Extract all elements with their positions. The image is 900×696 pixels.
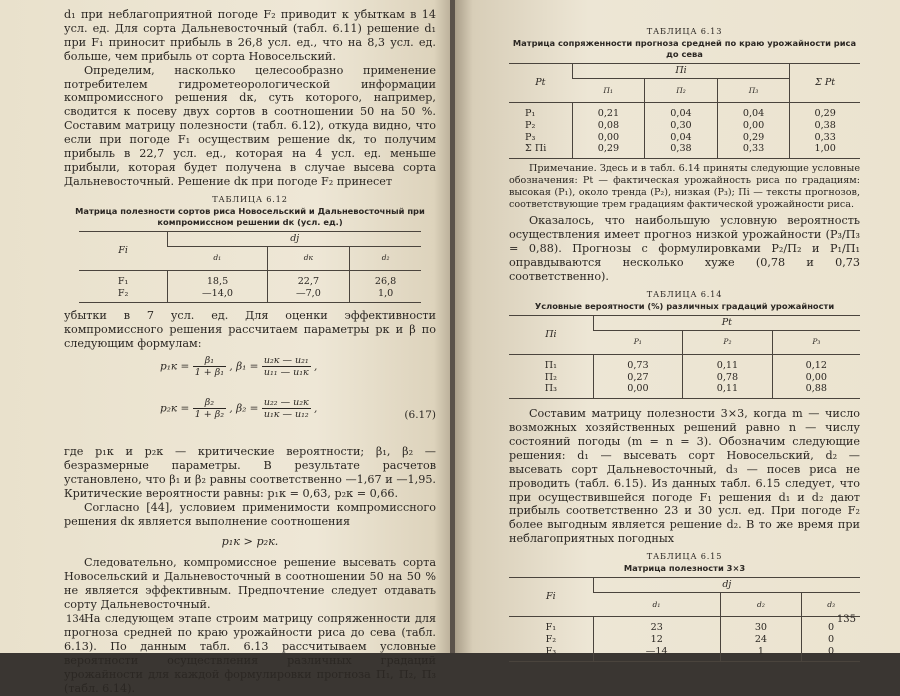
col-header: P₂ xyxy=(683,330,772,354)
table-tag: ТАБЛИЦА 6.12 xyxy=(212,193,288,204)
col-header: d₃ xyxy=(802,593,860,617)
denominator: u₁к — u₁₂ xyxy=(263,409,309,421)
cell: 0,08 xyxy=(572,120,645,132)
col-header: П₂ xyxy=(645,79,718,103)
cell: 0,27 xyxy=(593,372,682,384)
table-6-15 xyxy=(509,577,860,661)
col-header: d₂ xyxy=(720,593,802,617)
numerator: u₂к — u₂₁ xyxy=(263,355,309,367)
row-label: F₁ xyxy=(545,622,557,634)
table-title: Матрица полезности 3×3 xyxy=(623,563,746,574)
cell: 0,88 xyxy=(772,383,860,398)
numerator: u₂₂ — u₂к xyxy=(263,397,309,409)
col-header: d₁ xyxy=(168,246,267,270)
table-tag: ТАБЛИЦА 6.15 xyxy=(646,551,723,562)
table-6-13 xyxy=(509,63,860,159)
formula-part: , xyxy=(314,402,318,415)
row-label: F₂ xyxy=(545,633,557,645)
col-header: d₁ xyxy=(593,593,720,617)
formula-6-17 xyxy=(64,355,436,399)
row-label: F₁ xyxy=(117,275,129,287)
table-title: Условные вероятности (%) различных градаций урожайности xyxy=(534,300,835,311)
row-label: P₁ xyxy=(525,108,536,119)
formula-part: , β₁ = xyxy=(229,360,259,373)
table-note: Примечание. Здесь и в табл. 6.14 приняты следующие условные обозначения: Pt — фактическая урожайность риса по градациям: высокая (P₁), около тренда (P₂), низкая (P₃); Пi — тексты прогнозов, соответствующие трем градациям фактической урожайности риса. xyxy=(509,163,860,211)
row-label: F₃ xyxy=(509,646,593,661)
table-colgroup: Pt xyxy=(593,315,860,330)
cell: 0,00 xyxy=(717,120,790,132)
col-header: П₃ xyxy=(717,79,790,103)
cell: 23 xyxy=(593,617,720,634)
cell: 1,00 xyxy=(790,143,860,158)
table-rowhead: Fi xyxy=(79,231,168,270)
cell: 0,29 xyxy=(717,132,790,144)
formula-part: p₂к = xyxy=(160,402,190,415)
numerator: β₁ xyxy=(193,355,226,367)
cell: 0,00 xyxy=(572,132,645,144)
cell: 0,21 xyxy=(572,103,645,120)
cell: 0,04 xyxy=(717,103,790,120)
equation-number: (6.17) xyxy=(404,409,436,422)
cell: 0 xyxy=(802,634,860,646)
cell: 0,00 xyxy=(593,383,682,398)
cell: 0,11 xyxy=(683,354,772,371)
formula-part: , xyxy=(314,360,318,373)
table-colgroup: Пi xyxy=(572,64,790,79)
table-rowhead: Fi xyxy=(509,578,593,617)
denominator: u₁₁ — u₁к xyxy=(263,367,309,379)
cell: 18,5 xyxy=(168,270,267,287)
row-label: F₂ xyxy=(79,288,168,303)
fraction xyxy=(193,355,226,378)
paragraph: Составим матрицу полезности 3×3, когда m — число возможных хозяйственных решений равно n — числу состояний погоды (m = n = 3). Обозначим следующие решения: d₁ — высевать сорт Новосельский, d₂ — высевать сорт Дальневосточный, d₃ — посев риса не проводить (табл. 6.15). Из данных табл. 6.15 следует, что при осуществившейся погоде F₁ решения d₁ и d₂ дают прибыль соответственно 23 и 30 усл. ед. При погоде F₂ более выгодным является решение d₂. В то же время при неблагоприятных погодных xyxy=(509,407,860,546)
col-header: П₁ xyxy=(572,79,645,103)
cell: 0,29 xyxy=(572,143,645,158)
paragraph: Согласно [44], условием применимости компромиссного решения dк является выполнение соотношения xyxy=(64,500,436,528)
cell: —14 xyxy=(593,646,720,661)
cell: 1,0 xyxy=(350,288,421,303)
paragraph: убытки в 7 усл. ед. Для оценки эффективности компромиссного решения рассчитаем параметры pк и β по следующим формулам: xyxy=(64,309,436,351)
cell: 1 xyxy=(720,646,802,661)
paragraph: где p₁к и p₂к — критические вероятности; β₁, β₂ — безразмерные параметры. В результате расчетов установлено, что β₁ и β₂ равны соответственно —1,67 и —1,95. Критические вероятности равны: p₁к = 0,63, p₂к = 0,66. xyxy=(64,445,436,500)
col-header: P₁ xyxy=(593,330,682,354)
cell: 0,73 xyxy=(593,354,682,371)
fraction xyxy=(193,397,226,420)
fraction xyxy=(262,355,311,378)
table-colgroup: dj xyxy=(593,578,860,593)
cell: 0,38 xyxy=(645,143,718,158)
row-label: P₃ xyxy=(525,131,536,143)
cell: 0 xyxy=(802,646,860,661)
cell: 22,7 xyxy=(267,270,349,287)
cell: 0,33 xyxy=(790,132,860,144)
row-label: P₂ xyxy=(525,119,536,131)
formula-part: p₁к = xyxy=(160,360,190,373)
sum-header: Σ Pt xyxy=(790,64,860,103)
cell: 0,04 xyxy=(645,103,718,120)
denominator: 1 + β₂ xyxy=(194,409,225,421)
page-number: 135 xyxy=(836,614,856,625)
fraction xyxy=(262,397,311,420)
denominator: 1 + β₁ xyxy=(194,367,225,379)
paragraph: d₁ при неблагоприятной погоде F₂ приводит к убыткам в 14 усл. ед. Для сорта Дальневосточный (табл. 6.11) решение d₁ при F₁ приносит прибыль в 26,8 усл. ед., что на 8,3 усл. ед. больше, чем прибыль от сорта Новосельский. xyxy=(64,8,436,63)
table-6-12 xyxy=(79,231,421,304)
row-label: П₁ xyxy=(544,359,557,371)
cell: 26,8 xyxy=(350,270,421,287)
condition: p₁к > p₂к. xyxy=(221,534,279,548)
page-number: 134 xyxy=(66,614,86,625)
col-header: dк xyxy=(267,246,349,270)
table-title: Матрица сопряженности прогноза средней по краю урожайности риса до сева xyxy=(512,38,857,59)
col-header: P₃ xyxy=(772,330,860,354)
row-label: Σ Пi xyxy=(509,143,572,158)
paragraph: На следующем этапе строим матрицу сопряженности для прогноза средней по краю урожайности риса до сева (табл. 6.13). По данным табл. 6.13 рассчитываем условные вероятности осуществления различных градаций урожайности для каждой формулировки прогноза П₁, П₂, П₃ (табл. 6.14). xyxy=(64,612,436,695)
table-tag: ТАБЛИЦА 6.13 xyxy=(646,26,723,36)
row-label: П₂ xyxy=(544,371,557,383)
cell: 24 xyxy=(720,634,802,646)
paragraph: Оказалось, что наибольшую условную вероятность осуществления имеет прогноз низкой урожайности (P₃/П₃ = 0,88). Прогнозы с формулировками P₂/П₂ и P₁/П₁ оправдываются несколько хуже (0,78 и 0,73 соответственно). xyxy=(509,214,860,283)
cell: 0,29 xyxy=(790,103,860,120)
cell: —14,0 xyxy=(168,288,267,303)
cell: 0,11 xyxy=(683,383,772,398)
cell: —7,0 xyxy=(267,288,349,303)
cell: 0,78 xyxy=(683,372,772,384)
cell: 30 xyxy=(720,617,802,634)
cell: 0,30 xyxy=(645,120,718,132)
cell: 0,38 xyxy=(790,120,860,132)
table-tag: ТАБЛИЦА 6.14 xyxy=(646,288,723,299)
cell: 0,04 xyxy=(645,132,718,144)
row-label: П₃ xyxy=(509,383,593,398)
cell: 0,12 xyxy=(772,354,860,371)
table-title: Матрица полезности сортов риса Новосельский и Дальневосточный при компромиссном решении dк (усл. ед.) xyxy=(75,205,425,227)
cell: 0,00 xyxy=(772,372,860,384)
col-header: d₂ xyxy=(350,246,421,270)
paragraph: Следовательно, компромиссное решение высевать сорта Новосельский и Дальневосточный в соотношении 50 на 50 % не является эффективным. Предпочтение следует отдавать сорту Дальневосточный. xyxy=(64,556,436,612)
formula-part: , β₂ = xyxy=(229,402,259,415)
table-6-14 xyxy=(509,315,860,399)
cell: 12 xyxy=(593,634,720,646)
table-rowhead: Pt xyxy=(509,64,572,103)
formula-6-17-line2 xyxy=(64,397,436,441)
numerator: β₂ xyxy=(193,397,226,409)
cell: 0,33 xyxy=(717,143,790,158)
right-page xyxy=(455,0,900,657)
table-colgroup: dj xyxy=(168,231,421,246)
table-rowhead: Пi xyxy=(509,315,593,354)
paragraph: Определим, насколько целесообразно применение потребителем гидрометеорологической информации компромиссного решения dк, суть которого, например, сводится к посеву двух сортов в соотношении 50 на 50 %. Составим матрицу полезности (табл. 6.12), откуда видно, что если при погоде F₁ осуществим решение dк, то получим прибыль в 22,7 усл. ед., которая на 4 усл. ед. меньше прибыли, которая будет получена в случае высева сорта Дальневосточный. Решение dк при погоде F₂ принесет xyxy=(64,63,436,188)
cell: 0 xyxy=(802,617,860,634)
